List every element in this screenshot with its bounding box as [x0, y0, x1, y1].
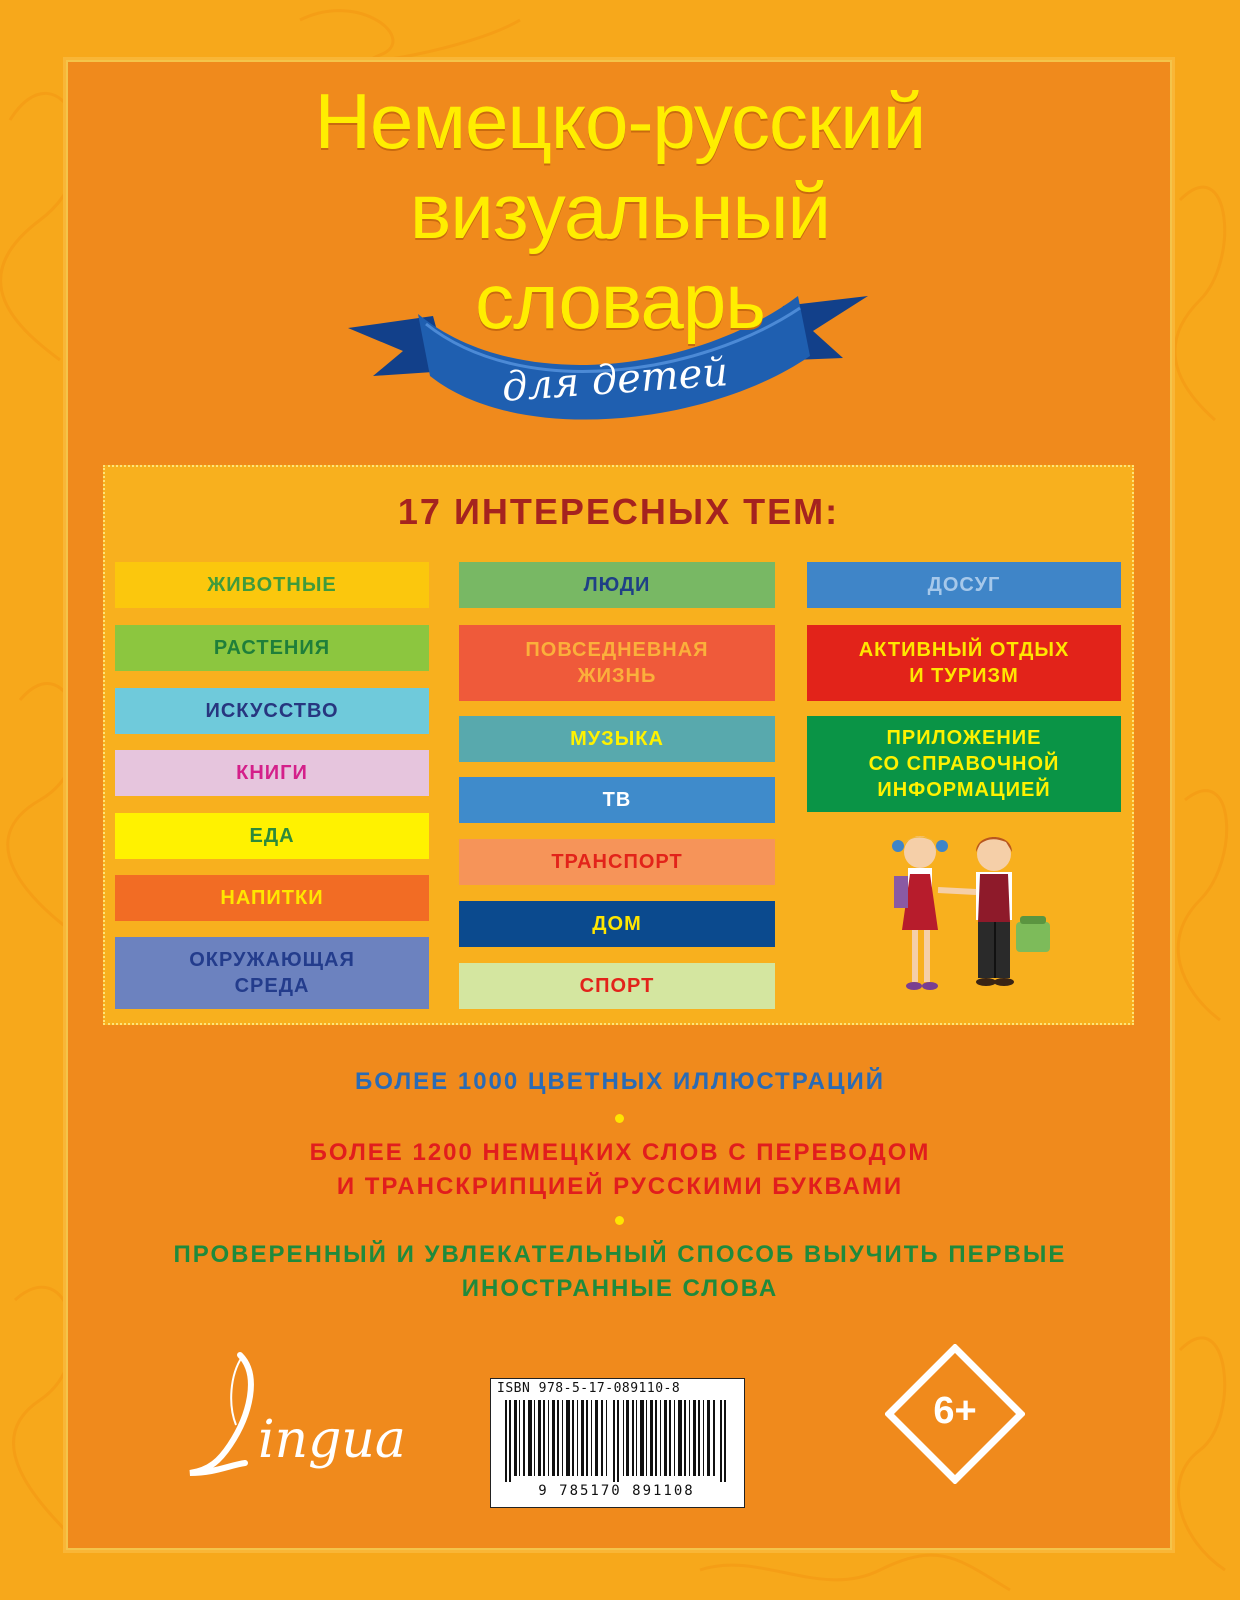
topic-tag: РАСТЕНИЯ [115, 625, 429, 671]
title-line-1: Немецко-русский [314, 77, 926, 165]
topic-tag: ЕДА [115, 813, 429, 859]
topic-tag: ПОВСЕДНЕВНАЯ ЖИЗНЬ [459, 625, 775, 701]
topic-tag: ТРАНСПОРТ [459, 839, 775, 885]
topic-tag: КНИГИ [115, 750, 429, 796]
feature-words: БОЛЕЕ 1200 НЕМЕЦКИХ СЛОВ С ПЕРЕВОДОМ И ТРАНСКРИПЦИЕЙ РУССКИМИ БУКВАМИ [309, 1139, 931, 1200]
isbn-text: ISBN 978-5-17-089110-8 [497, 1381, 681, 1396]
publisher-logo [170, 1345, 420, 1495]
topic-tag: СПОРТ [459, 963, 775, 1009]
ribbon-subtitle: для детей [500, 349, 730, 411]
topic-tag: НАПИТКИ [115, 875, 429, 921]
title-line-2: визуальный [409, 167, 831, 255]
topic-tag: ДОМ [459, 901, 775, 947]
topics-heading: 17 ИНТЕРЕСНЫХ ТЕМ: [397, 491, 840, 532]
publisher-logo-text: ingua [258, 1410, 406, 1470]
topic-tag: МУЗЫКА [459, 716, 775, 762]
age-rating-text: 6+ [933, 1390, 977, 1432]
feature-method: ПРОВЕРЕННЫЙ И УВЛЕКАТЕЛЬНЫЙ СПОСОБ ВЫУЧИТЬ ПЕРВЫЕ ИНОСТРАННЫЕ СЛОВА [173, 1241, 1067, 1302]
title-line-3: словарь [475, 257, 765, 345]
topic-tag: АКТИВНЫЙ ОТДЫХ И ТУРИЗМ [807, 625, 1121, 701]
bullet-dot [615, 1114, 624, 1123]
topic-tag: ЛЮДИ [459, 562, 775, 608]
topic-tag: ТВ [459, 777, 775, 823]
topic-tag: ИСКУССТВО [115, 688, 429, 734]
topic-tag: ОКРУЖАЮЩАЯ СРЕДА [115, 937, 429, 1009]
feature-illustrations: БОЛЕЕ 1000 ЦВЕТНЫХ ИЛЛЮСТРАЦИЙ [355, 1068, 885, 1095]
children-illustration [872, 830, 1092, 1010]
topic-tag: ПРИЛОЖЕНИЕ СО СПРАВОЧНОЙ ИНФОРМАЦИЕЙ [807, 716, 1121, 812]
topic-tag: ЖИВОТНЫЕ [115, 562, 429, 608]
topic-tag: ДОСУГ [807, 562, 1121, 608]
bullet-dot [615, 1216, 624, 1225]
barcode-bars [505, 1400, 730, 1482]
barcode-number: 9 785170 891108 [538, 1483, 695, 1499]
